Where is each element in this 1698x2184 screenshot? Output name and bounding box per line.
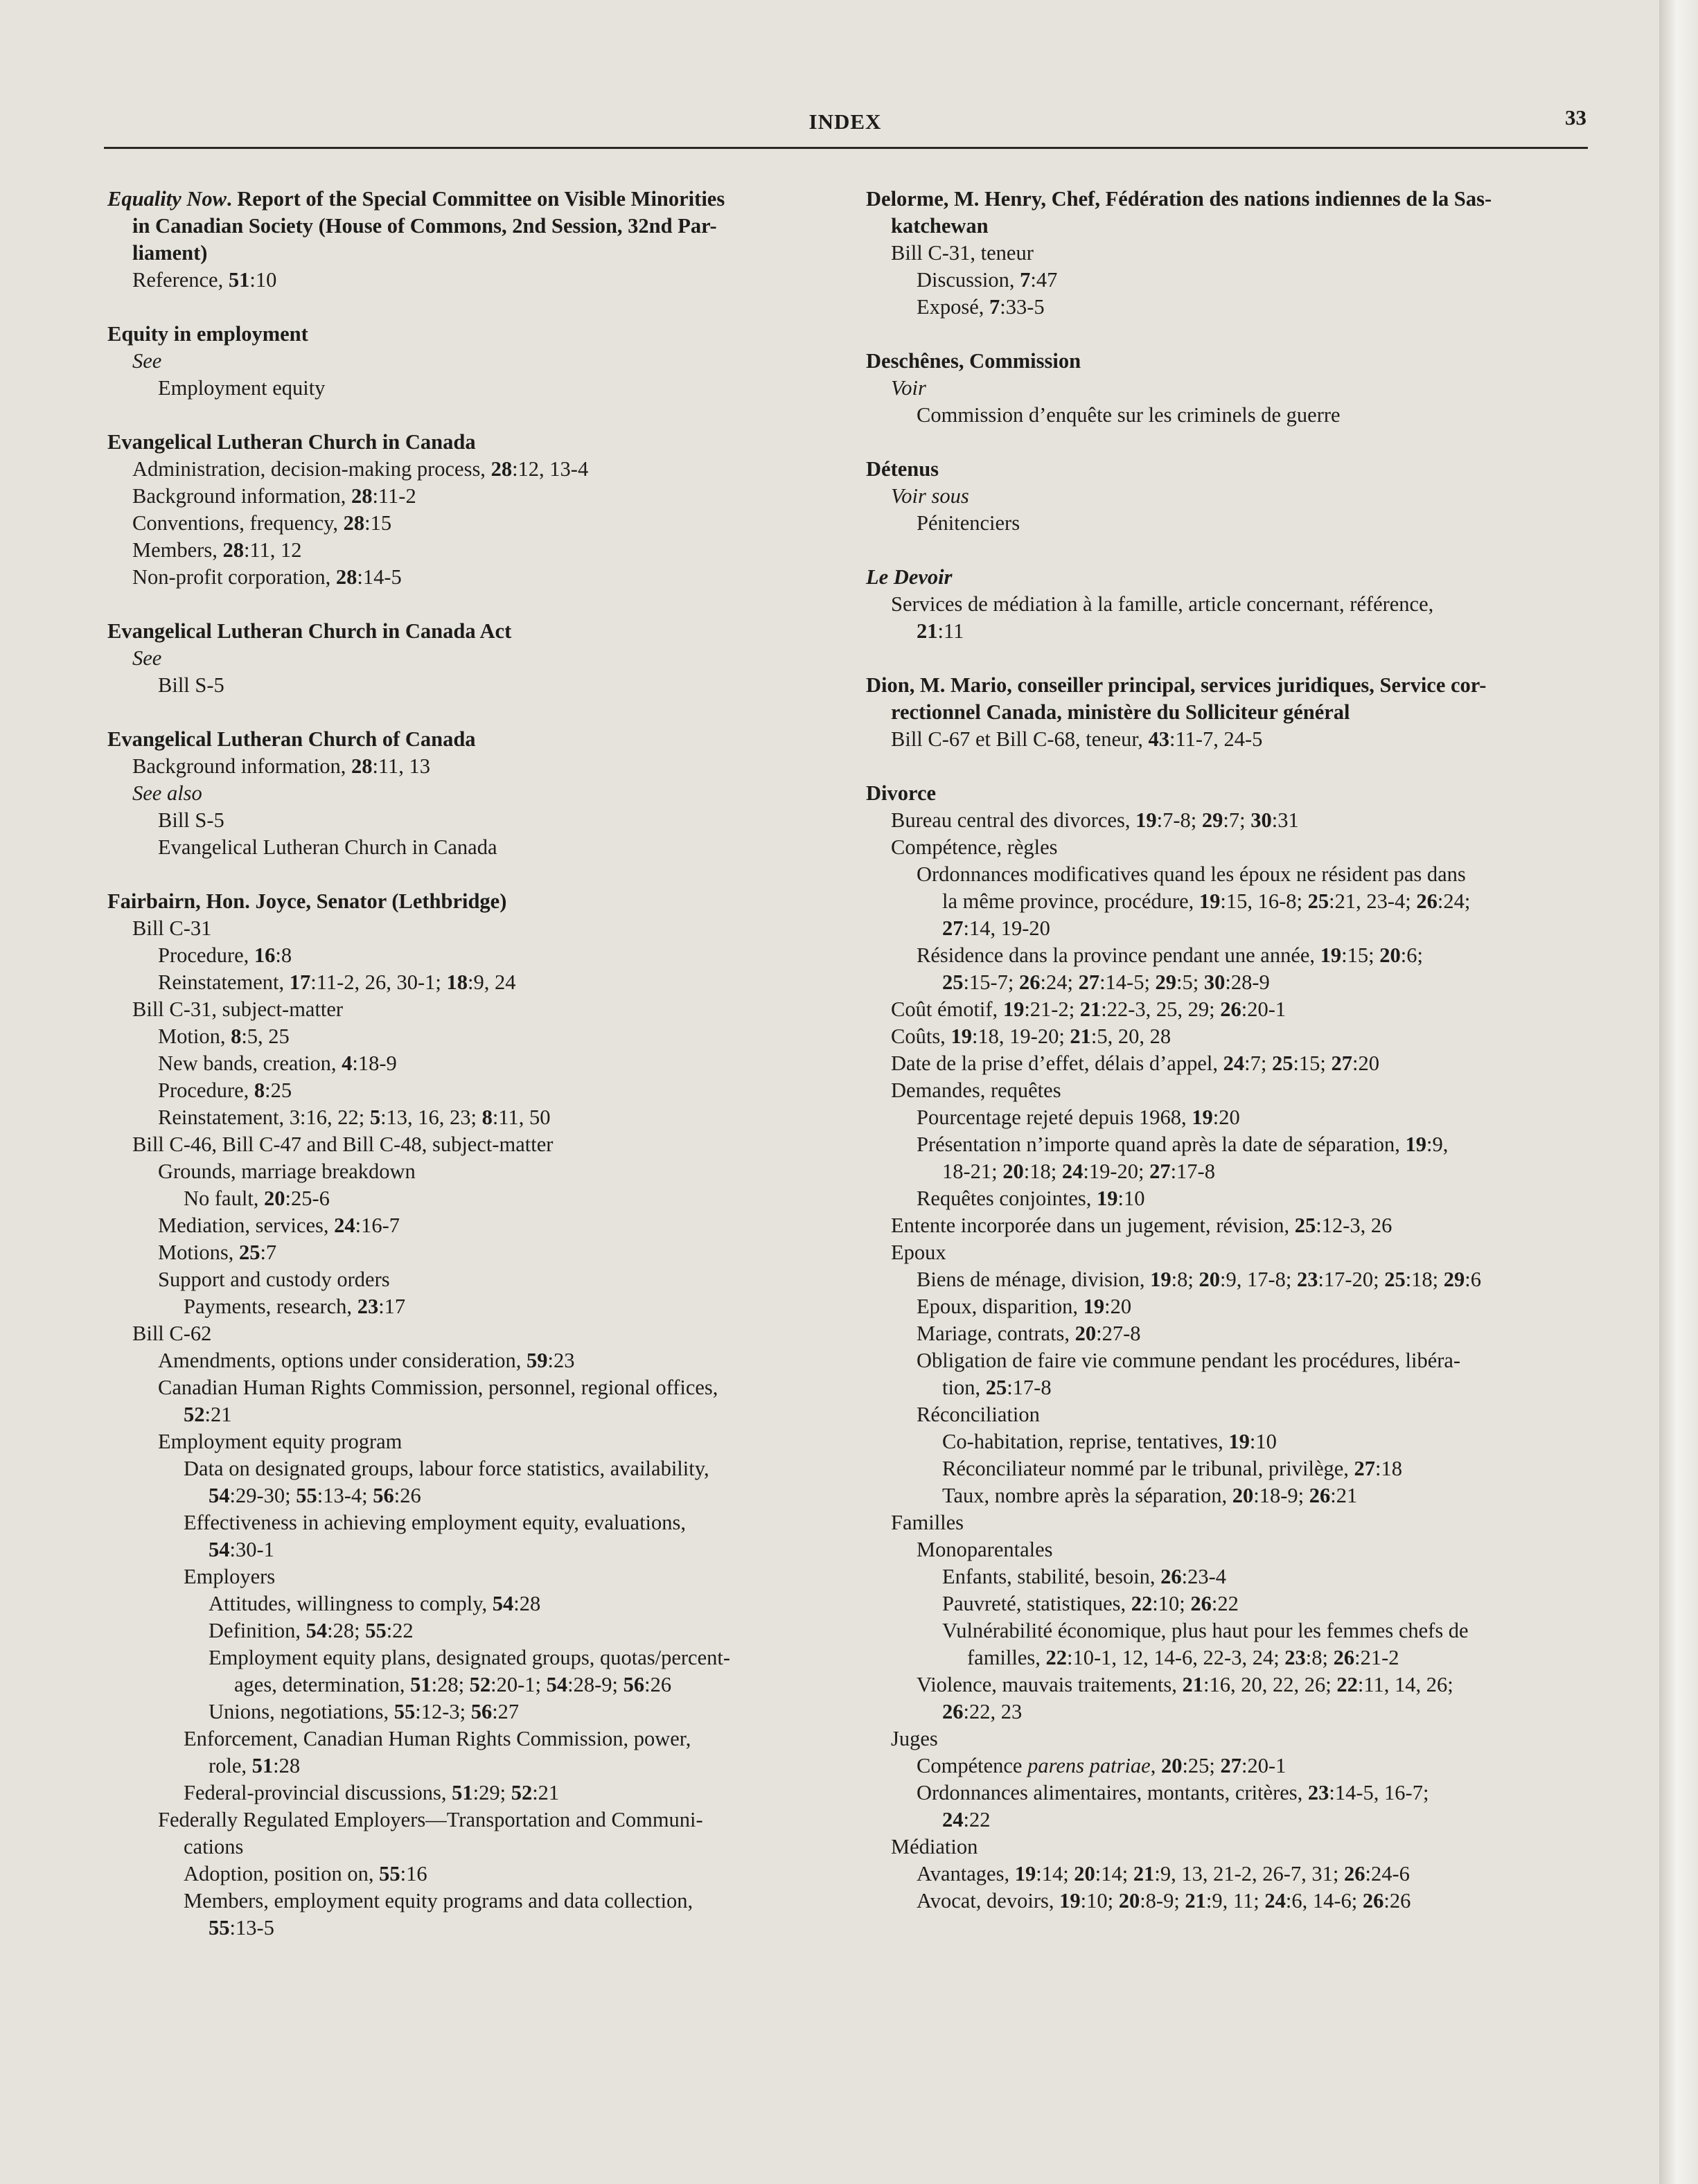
index-subentry: Support and custody orders [158,1268,390,1291]
index-subentry: Reinstatement, 17:11-2, 26, 30-1; 18:9, 24 [158,970,516,994]
index-subentry: Commission d’enquête sur les criminels de guerre [917,403,1341,427]
index-subentry: Procedure, 8:25 [158,1078,292,1102]
index-entry [107,321,842,402]
index-entry [866,348,1593,429]
index-column-right [866,186,1593,1942]
index-subentry: Federal-provincial discussions, 51:29; 52:21 [184,1781,560,1804]
index-subentry: Employment equity plans, designated groups, quotas/percent- [209,1646,731,1669]
index-subentry: Data on designated groups, labour force statistics, availability, [184,1457,709,1480]
page-edge-shadow [1659,0,1698,2184]
index-subentry: Members, employment equity programs and data collection, [184,1889,693,1912]
index-subentry: Adoption, position on, 55:16 [184,1862,427,1885]
index-subentry: Evangelical Lutheran Church in Canada [158,835,497,859]
index-subentry: See also [132,781,202,805]
index-subentry: Co-habitation, reprise, tentatives, 19:10 [942,1430,1277,1453]
index-subentry: 24:22 [942,1808,991,1831]
index-subentry: Conventions, frequency, 28:15 [132,511,392,535]
index-subentry: familles, 22:10-1, 12, 14-6, 22-3, 24; 23:8; 26:21-2 [967,1646,1399,1669]
index-subentry: See [132,646,162,670]
index-subentry: Federally Regulated Employers—Transportation and Communi- [158,1808,703,1831]
index-subentry: Violence, mauvais traitements, 21:16, 20, 22, 26; 22:11, 14, 26; [917,1673,1453,1696]
index-subentry: 52:21 [184,1403,232,1426]
index-heading: Le Devoir [866,565,953,589]
index-subentry: Members, 28:11, 12 [132,538,302,562]
index-subentry: Présentation n’importe quand après la date de séparation, 19:9, [917,1133,1449,1156]
page-title: INDEX [808,109,882,134]
index-heading: Evangelical Lutheran Church in Canada Act [107,619,512,643]
index-subentry: Canadian Human Rights Commission, personnel, regional offices, [158,1376,718,1399]
index-heading: Dion, M. Mario, conseiller principal, services juridiques, Service cor- [866,673,1487,697]
index-subentry: Non-profit corporation, 28:14-5 [132,565,402,589]
index-subentry: Discussion, 7:47 [917,268,1058,292]
index-subentry: Epoux, disparition, 19:20 [917,1295,1132,1318]
index-subentry: Pourcentage rejeté depuis 1968, 19:20 [917,1106,1240,1129]
index-subentry: Entente incorporée dans un jugement, révision, 25:12-3, 26 [891,1214,1392,1237]
index-subentry: Amendments, options under consideration, 59:23 [158,1349,575,1372]
index-subentry: Réconciliation [917,1403,1040,1426]
index-subentry: Definition, 54:28; 55:22 [209,1619,414,1642]
index-subentry: Epoux [891,1241,946,1264]
index-subentry: Médiation [891,1835,978,1858]
index-subentry: Attitudes, willingness to comply, 54:28 [209,1592,541,1615]
index-subentry: 25:15-7; 26:24; 27:14-5; 29:5; 30:28-9 [942,970,1270,994]
index-subentry: Motion, 8:5, 25 [158,1024,290,1048]
index-subentry: 55:13-5 [209,1916,274,1939]
index-heading: Détenus [866,457,939,481]
index-subentry: Coûts, 19:18, 19-20; 21:5, 20, 28 [891,1024,1171,1048]
index-subentry: Taux, nombre après la séparation, 20:18-9; 26:21 [942,1484,1358,1507]
index-heading: Evangelical Lutheran Church of Canada [107,727,476,751]
index-subentry: Date de la prise d’effet, délais d’appel, 24:7; 25:15; 27:20 [891,1051,1379,1075]
index-heading: Equality Now. Report of the Special Committee on Visible Minorities [107,187,725,211]
index-entry [866,456,1593,537]
index-subentry: Requêtes conjointes, 19:10 [917,1187,1145,1210]
index-subentry: Mariage, contrats, 20:27-8 [917,1322,1141,1345]
index-subentry: Motions, 25:7 [158,1241,277,1264]
index-subentry: Grounds, marriage breakdown [158,1160,416,1183]
index-subentry: 26:22, 23 [942,1700,1023,1723]
index-entry [866,672,1593,753]
index-subentry: Bill C-46, Bill C-47 and Bill C-48, subject-matter [132,1133,554,1156]
index-subentry: Vulnérabilité économique, plus haut pour les femmes chefs de [942,1619,1469,1642]
index-subentry: in Canadian Society (House of Commons, 2nd Session, 32nd Par- [132,214,717,238]
index-subentry: 54:30-1 [209,1538,274,1561]
index-subentry: Administration, decision-making process, 28:12, 13-4 [132,457,589,481]
index-subentry: Voir [891,376,926,400]
index-subentry: Ordonnances alimentaires, montants, critères, 23:14-5, 16-7; [917,1781,1429,1804]
index-subentry: Bill C-31, teneur [891,241,1034,265]
index-subentry: Avantages, 19:14; 20:14; 21:9, 13, 21-2, 26-7, 31; 26:24-6 [917,1862,1410,1885]
index-heading: Equity in employment [107,322,308,346]
index-entry [866,564,1593,645]
index-subentry: Employers [184,1565,276,1588]
index-subentry: la même province, procédure, 19:15, 16-8; 25:21, 23-4; 26:24; [942,889,1471,913]
index-subentry: Enforcement, Canadian Human Rights Commission, power, [184,1727,691,1750]
index-subentry: Procedure, 16:8 [158,943,292,967]
index-subentry: See [132,349,162,373]
index-subentry: Pénitenciers [917,511,1020,535]
index-heading: Fairbairn, Hon. Joyce, Senator (Lethbridge) [107,889,507,913]
index-entry [866,186,1593,321]
index-heading: Evangelical Lutheran Church in Canada [107,430,476,454]
index-subentry: 18-21; 20:18; 24:19-20; 27:17-8 [942,1160,1215,1183]
index-subentry: Juges [891,1727,938,1750]
index-subentry: rectionnel Canada, ministère du Solliciteur général [891,700,1350,724]
index-subentry: Coût émotif, 19:21-2; 21:22-3, 25, 29; 26:20-1 [891,997,1286,1021]
index-heading: Deschênes, Commission [866,349,1081,373]
page-header [104,104,1586,143]
index-entry [107,726,842,861]
index-subentry: Avocat, devoirs, 19:10; 20:8-9; 21:9, 11; 24:6, 14-6; 26:26 [917,1889,1411,1912]
index-subentry: Reference, 51:10 [132,268,277,292]
index-subentry: Employment equity program [158,1430,403,1453]
index-subentry: No fault, 20:25-6 [184,1187,330,1210]
index-subentry: Payments, research, 23:17 [184,1295,406,1318]
index-subentry: Résidence dans la province pendant une année, 19:15; 20:6; [917,943,1423,967]
index-subentry: Bill C-62 [132,1322,212,1345]
index-subentry: Mediation, services, 24:16-7 [158,1214,400,1237]
index-subentry: ages, determination, 51:28; 52:20-1; 54:28-9; 56:26 [234,1673,672,1696]
index-subentry: Pauvreté, statistiques, 22:10; 26:22 [942,1592,1239,1615]
index-subentry: Bureau central des divorces, 19:7-8; 29:7; 30:31 [891,808,1299,832]
index-entry [107,888,842,1942]
index-subentry: Services de médiation à la famille, article concernant, référence, [891,592,1434,616]
index-subentry: Biens de ménage, division, 19:8; 20:9, 17-8; 23:17-20; 25:18; 29:6 [917,1268,1481,1291]
index-subentry: Exposé, 7:33-5 [917,295,1045,319]
index-entry [107,618,842,699]
index-subentry: Bill S-5 [158,808,224,832]
index-subentry: Réconciliateur nommé par le tribunal, privilège, 27:18 [942,1457,1403,1480]
index-subentry: Familles [891,1511,964,1534]
index-subentry: Compétence, règles [891,835,1058,859]
index-subentry: Demandes, requêtes [891,1078,1061,1102]
index-subentry: 21:11 [917,619,964,643]
index-subentry: role, 51:28 [209,1754,301,1777]
index-column-left [107,186,842,1969]
page-number: 33 [1565,105,1586,130]
index-entry [107,186,842,294]
index-subentry: Voir sous [891,484,969,508]
index-subentry: New bands, creation, 4:18-9 [158,1051,397,1075]
index-subentry: Background information, 28:11-2 [132,484,416,508]
index-subentry: Enfants, stabilité, besoin, 26:23-4 [942,1565,1227,1588]
header-rule [104,147,1588,149]
index-subentry: Bill C-31, subject-matter [132,997,344,1021]
index-subentry: tion, 25:17-8 [942,1376,1052,1399]
index-subentry: Employment equity [158,376,326,400]
index-subentry: Compétence parens patriae, 20:25; 27:20-1 [917,1754,1286,1777]
index-subentry: Bill S-5 [158,673,224,697]
index-entry [866,780,1593,1915]
index-subentry: Bill C-67 et Bill C-68, teneur, 43:11-7, 24-5 [891,727,1263,751]
index-subentry: Monoparentales [917,1538,1053,1561]
index-subentry: Effectiveness in achieving employment equity, evaluations, [184,1511,687,1534]
index-heading: Delorme, M. Henry, Chef, Fédération des nations indiennes de la Sas- [866,187,1492,211]
index-subentry: Unions, negotiations, 55:12-3; 56:27 [209,1700,520,1723]
index-subentry: Obligation de faire vie commune pendant les procédures, libéra- [917,1349,1461,1372]
index-entry [107,429,842,591]
index-subentry: 27:14, 19-20 [942,916,1050,940]
index-subentry: 54:29-30; 55:13-4; 56:26 [209,1484,421,1507]
index-heading: Divorce [866,781,937,805]
index-subentry: katchewan [891,214,989,238]
index-subentry: liament) [132,241,208,265]
index-subentry: Bill C-31 [132,916,212,940]
index-subentry: Reinstatement, 3:16, 22; 5:13, 16, 23; 8:11, 50 [158,1106,551,1129]
index-subentry: cations [184,1835,244,1858]
index-subentry: Background information, 28:11, 13 [132,754,431,778]
index-subentry: Ordonnances modificatives quand les époux ne résident pas dans [917,862,1466,886]
